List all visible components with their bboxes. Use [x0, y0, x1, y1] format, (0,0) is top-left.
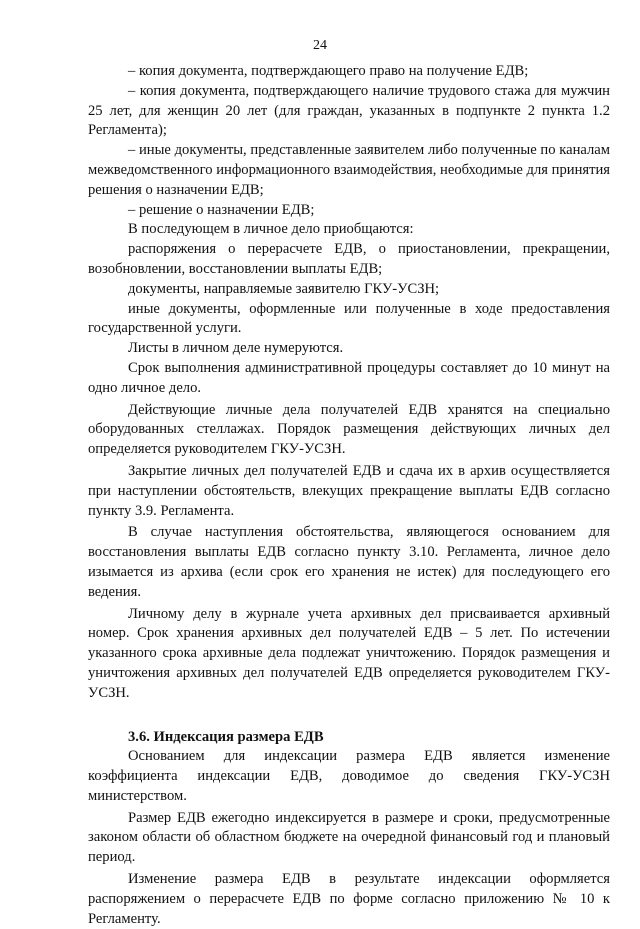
- paragraph: документы, направляемые заявителю ГКУ-УСЗН;: [128, 280, 440, 297]
- paragraph-list-item: – копия документа, подтверждающего наличие трудового стажа для мужчин 25 лет, для женщин 20 лет (для граждан, указанных в подпункте 2 пункта 1.2 Регламента);: [88, 82, 610, 139]
- paragraph: Закрытие личных дел получателей ЕДВ и сдача их в архив осуществляется при наступлении обстоятельств, влекущих прекращение выплаты ЕДВ согласно пункту 3.9. Регламента.: [88, 462, 610, 519]
- paragraph: распоряжения о перерасчете ЕДВ, о приостановлении, прекращении, возобновлении, восстановлении выплаты ЕДВ;: [88, 241, 610, 277]
- paragraph: Личному делу в журнале учета архивных дел присваивается архивный номер. Срок хранения архивных дел получателей ЕДВ – 5 лет. По истечении указанного срока архивные дела подлежат уничтожению. Порядок размещения и уничтожения архивных дел получателей ЕДВ определяется руководителем ГКУ-УСЗН.: [88, 605, 610, 701]
- paragraph-list-item: – иные документы, представленные заявителем либо полученные по каналам межведомственного информационного взаимодействия, необходимые для принятия решения о назначении ЕДВ;: [88, 142, 610, 198]
- paragraph: Основанием для индексации размера ЕДВ является изменение коэффициента индексации ЕДВ, доводимое до сведения ГКУ-УСЗН министерством.: [88, 748, 610, 804]
- section-heading: 3.6. Индексация размера ЕДВ: [128, 728, 324, 745]
- page-number: 24: [313, 38, 327, 53]
- paragraph: Срок выполнения административной процедуры составляет до 10 минут на одно личное дело.: [88, 359, 610, 396]
- paragraph: Листы в личном деле нумеруются.: [128, 340, 344, 357]
- paragraph-list-item: – копия документа, подтверждающего право на получение ЕДВ;: [128, 63, 529, 79]
- paragraph-list-item: – решение о назначении ЕДВ;: [128, 201, 315, 218]
- paragraph: В последующем в личное дело приобщаются:: [128, 221, 414, 238]
- paragraph: Действующие личные дела получателей ЕДВ хранятся на специально оборудованных стеллажах. Порядок размещения действующих личных дел определяется руководителем ГКУ-УСЗН.: [88, 401, 610, 458]
- paragraph: Изменение размера ЕДВ в результате индексации оформляется распоряжением о перерасчете ЕДВ по форме согласно приложению № 10 к Регламенту.: [88, 871, 610, 927]
- document-body: [88, 62, 610, 929]
- paragraph: Размер ЕДВ ежегодно индексируется в размере и сроки, предусмотренные законом области об областном бюджете на очередной финансовый год и плановый период.: [88, 809, 610, 866]
- paragraph: иные документы, оформленные или полученные в ходе предоставления государственной услуги.: [88, 300, 610, 337]
- paragraph: В случае наступления обстоятельства, являющегося основанием для восстановления выплаты ЕДВ согласно пункту 3.10. Регламента, личное дело изымается из архива (если срок его хранения не истек) для последующего его ведения.: [88, 524, 610, 600]
